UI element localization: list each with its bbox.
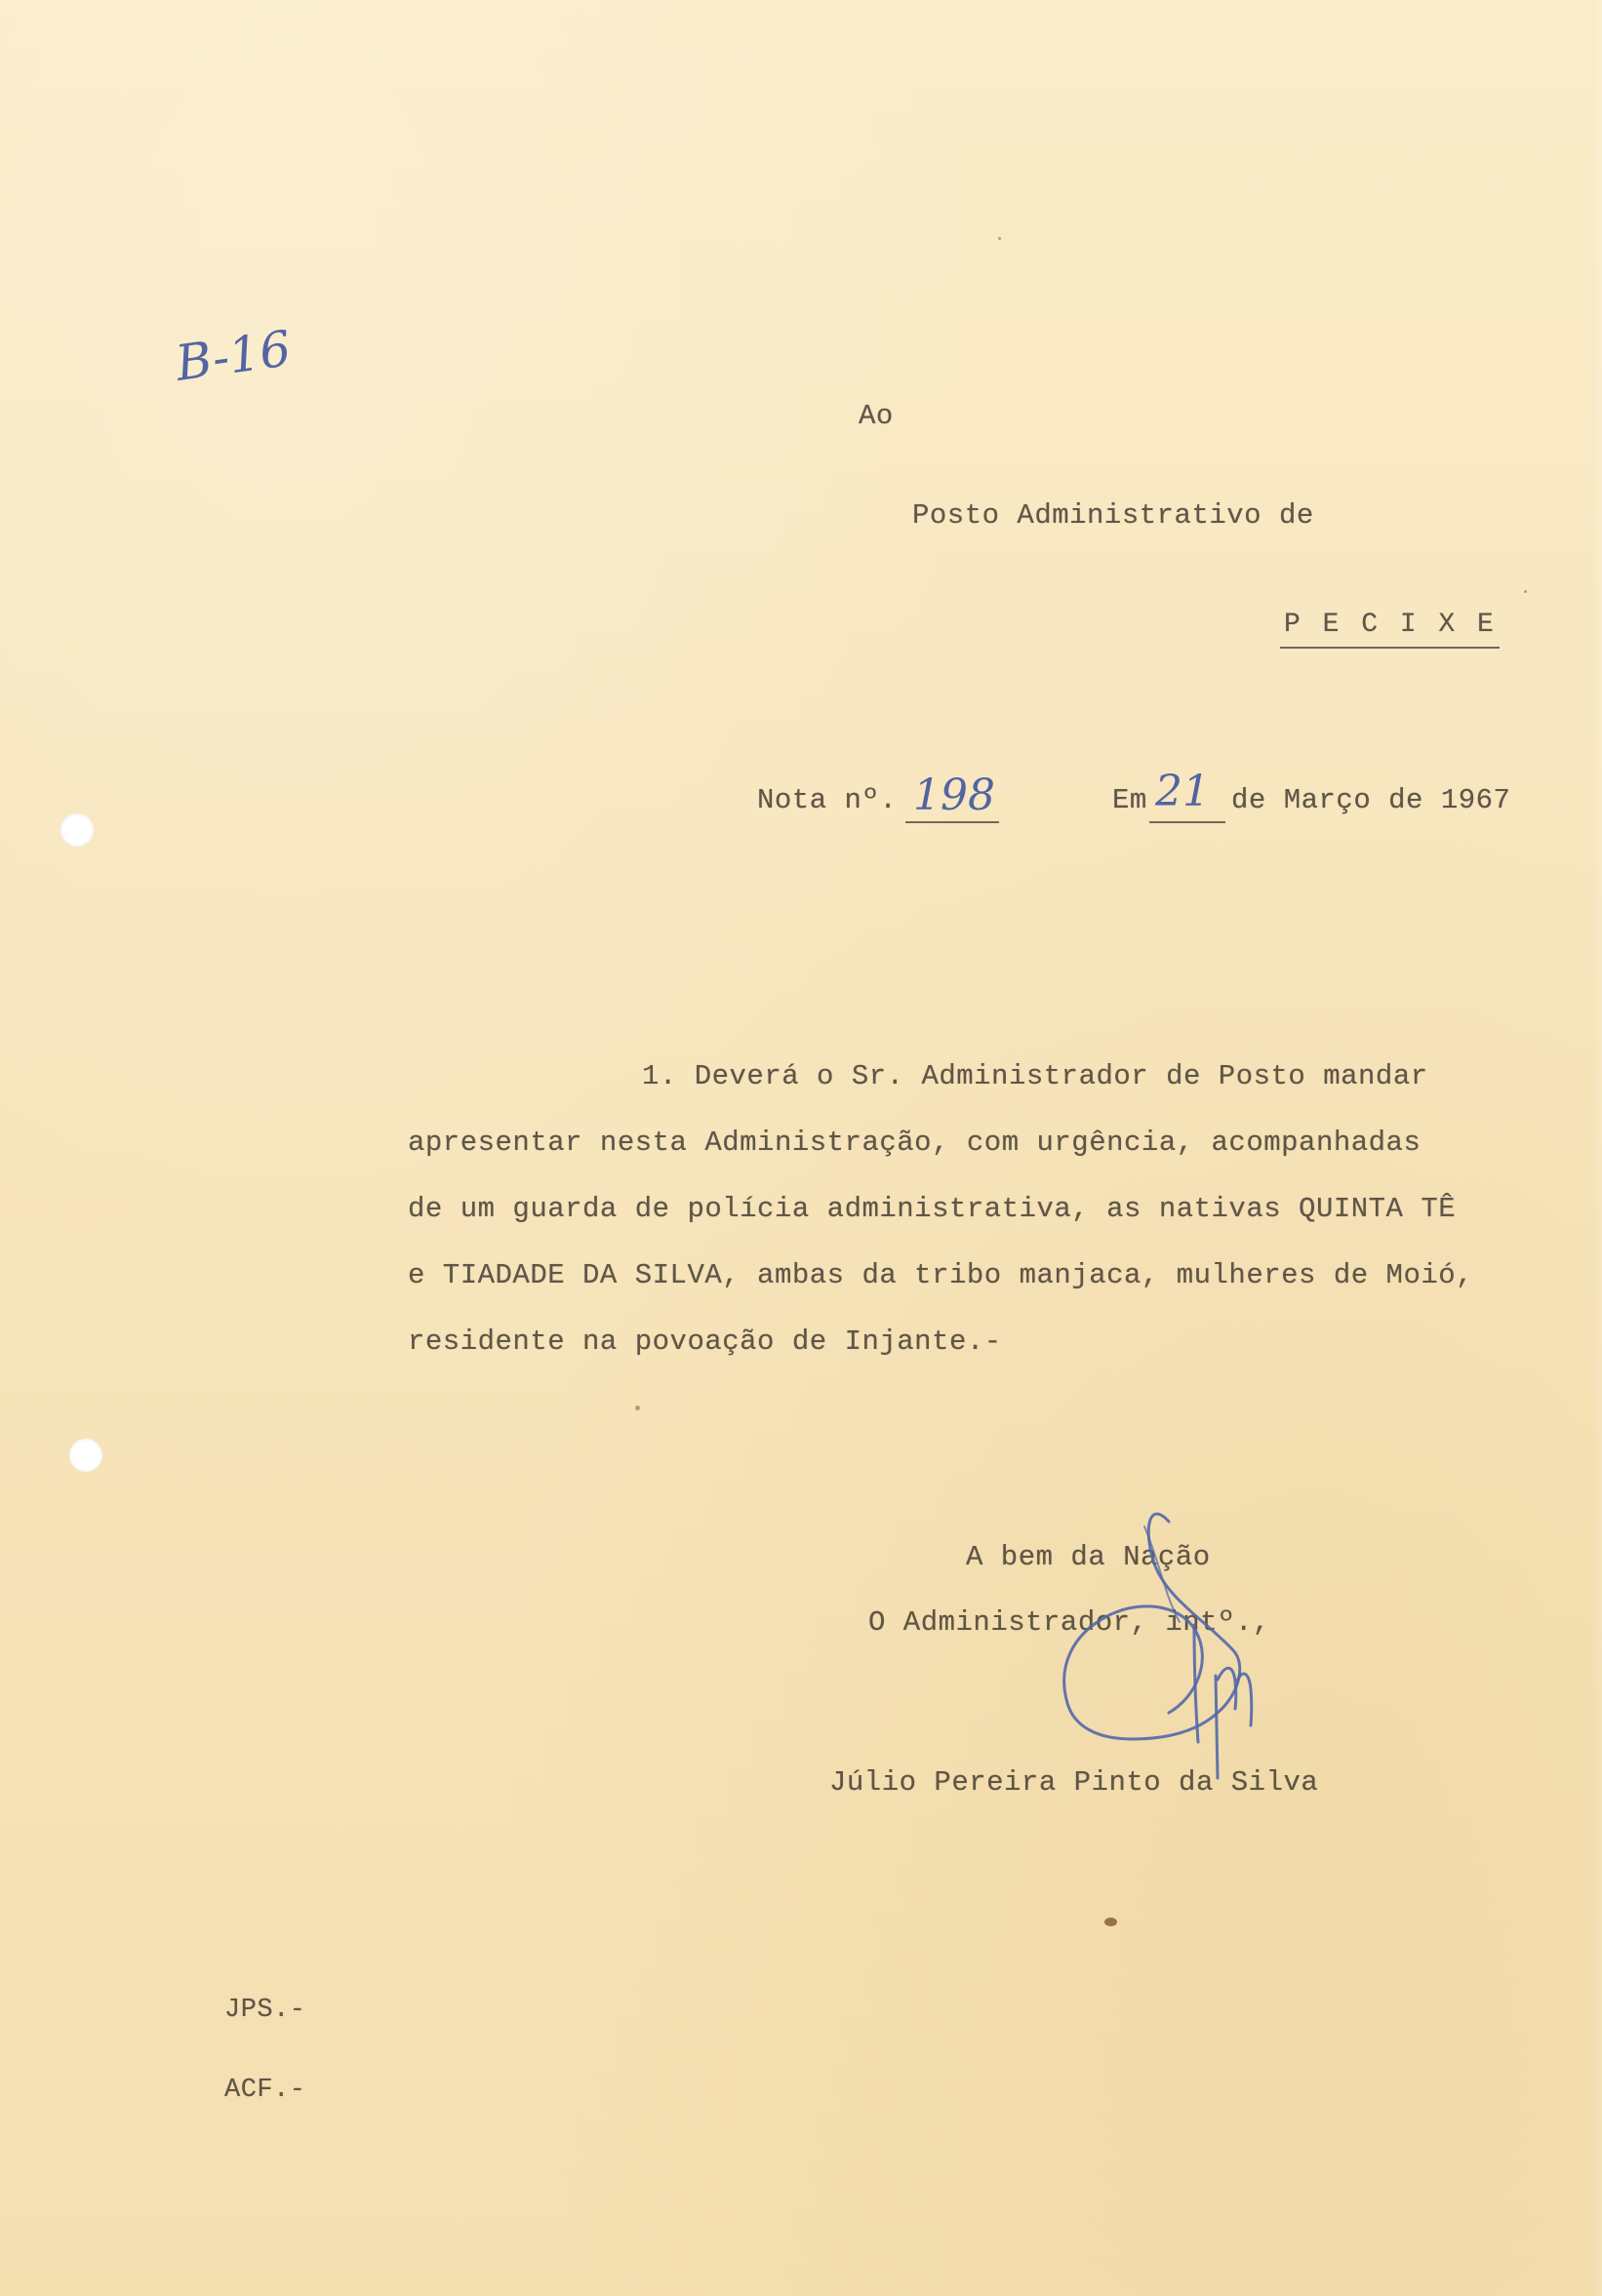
body-line: residente na povoação de Injante.-: [408, 1326, 1002, 1358]
recipient-location: P E C I X E: [1284, 610, 1497, 640]
punch-hole-top: [60, 813, 94, 847]
date-day: 21: [1155, 767, 1210, 816]
signatory-name: Júlio Pereira Pinto da Silva: [829, 1766, 1319, 1799]
note-number: 198: [913, 771, 995, 820]
signature-mark: [1003, 1500, 1286, 1832]
note-number-underline: [905, 821, 999, 823]
body-line: de um guarda de polícia administrativa, as nativas QUINTA TÊ: [408, 1193, 1457, 1225]
location-underline: [1280, 647, 1500, 649]
paper-spot: [1104, 1918, 1117, 1926]
body-line: e TIADADE DA SILVA, ambas da tribo manjaca, mulheres de Moió,: [408, 1259, 1474, 1291]
date-suffix: de Março de 1967: [1231, 784, 1511, 816]
closing-greeting: A bem da Nação: [966, 1541, 1211, 1573]
paper-spot: [635, 1405, 640, 1410]
reference-mark: B-16: [172, 320, 295, 392]
date-prefix: Em: [1112, 784, 1147, 816]
punch-hole-bottom: [69, 1439, 102, 1472]
initials-acf: ACF.-: [224, 2076, 306, 2105]
body-paragraph: [408, 1044, 1598, 1375]
paper-spot: [998, 237, 1001, 240]
initials-jps: JPS.-: [224, 1996, 306, 2025]
note-label: Nota nº.: [757, 784, 898, 816]
body-line: apresentar nesta Administração, com urgência, acompanhadas: [408, 1127, 1422, 1159]
body-line: 1. Deverá o Sr. Administrador de Posto mandar: [642, 1060, 1428, 1092]
closing-title: O Administrador, intº.,: [868, 1606, 1270, 1639]
date-day-underline: [1149, 821, 1225, 823]
paper-spot: [1524, 590, 1527, 593]
recipient-salutation: Ao: [859, 400, 894, 432]
recipient-office: Posto Administrativo de: [912, 499, 1314, 532]
